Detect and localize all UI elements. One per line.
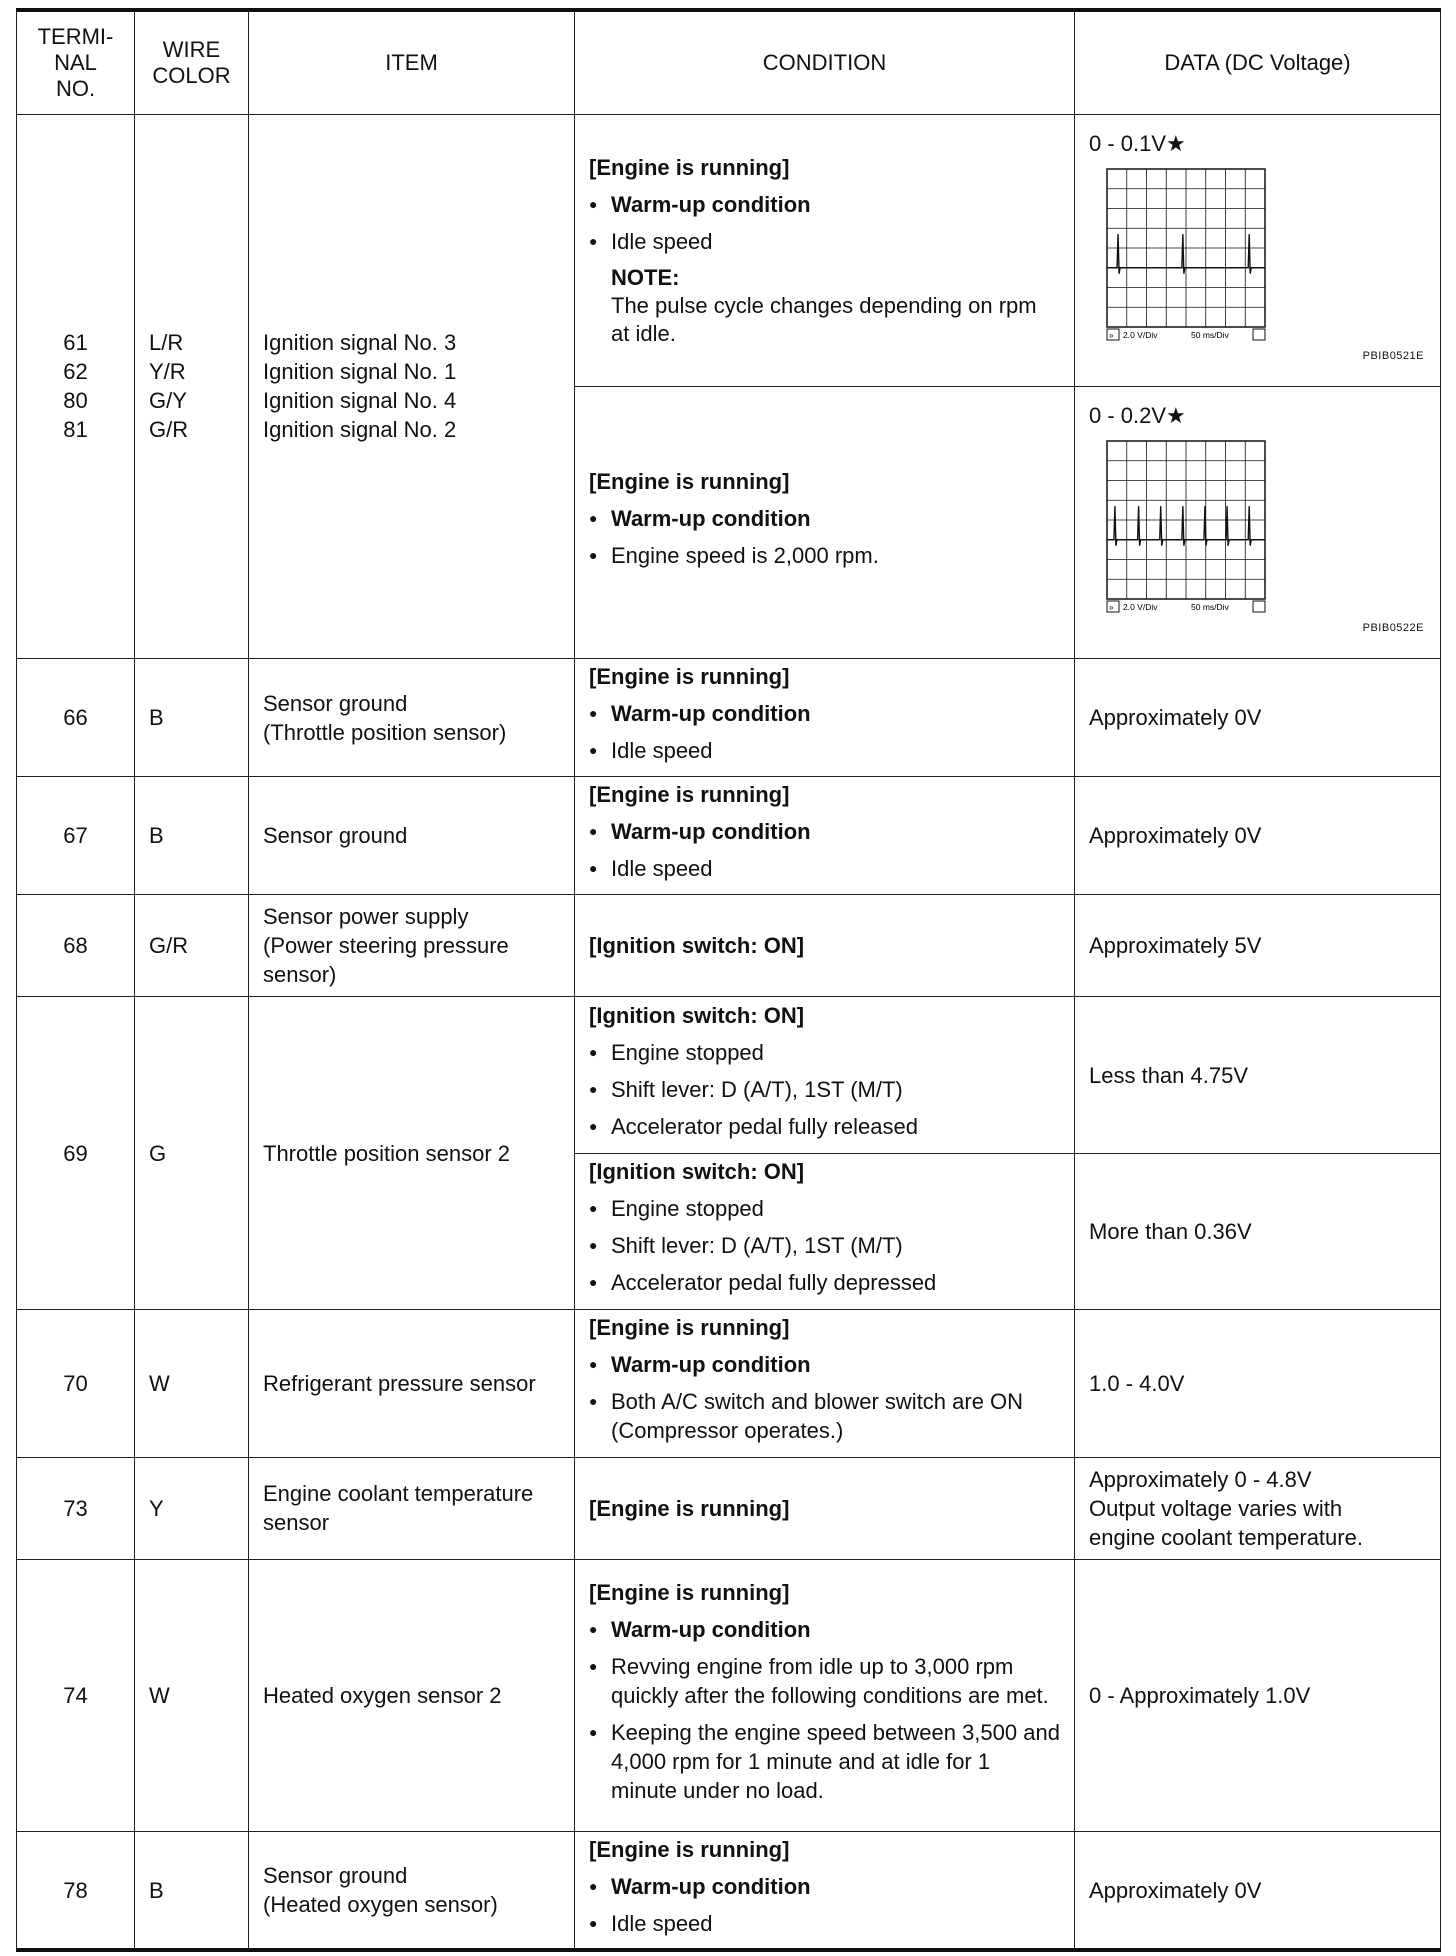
wire-color-cell: W xyxy=(135,1309,249,1457)
condition-heading: [Engine is running] xyxy=(589,782,790,808)
table-row xyxy=(17,1309,1441,1457)
data-cell xyxy=(1075,386,1441,658)
condition-heading: [Engine is running] xyxy=(589,1580,790,1606)
scope-mode-icon: » xyxy=(1109,331,1114,341)
table-row xyxy=(17,659,1441,777)
terminal-cell: 68 xyxy=(17,895,135,997)
condition-cell xyxy=(575,1457,1075,1559)
data-cell: Less than 4.75V xyxy=(1075,997,1441,1153)
figure-code: PBIB0521E xyxy=(1362,350,1424,363)
data-cell: Approximately 5V xyxy=(1075,895,1441,997)
condition-cell xyxy=(575,114,1075,386)
item-cell: Sensor ground (Heated oxygen sensor) xyxy=(249,1832,575,1950)
data-cell xyxy=(1075,114,1441,386)
bullet: ● Both A/C switch and blower switch are ON (Compressor operates.) xyxy=(589,1387,1060,1445)
terminal-cell: 66 xyxy=(17,659,135,777)
bullet: ● Warm-up condition xyxy=(589,504,1060,533)
volt-per-div-label: 2.0 V/Div xyxy=(1123,602,1158,613)
bullet: ● Idle speed xyxy=(589,736,1060,765)
data-cell: Approximately 0 - 4.8V Output voltage varies with engine coolant temperature. xyxy=(1075,1457,1441,1559)
note: NOTE: The pulse cycle changes depending on rpm at idle. xyxy=(611,264,1037,346)
condition-heading: [Engine is running] xyxy=(589,468,790,494)
wire-color-cell: G xyxy=(135,997,249,1309)
bullet: ● Warm-up condition xyxy=(589,1615,1060,1644)
bullet: ● Idle speed xyxy=(589,227,1060,256)
terminal-cell: 74 xyxy=(17,1559,135,1831)
condition-cell xyxy=(575,1309,1075,1457)
item-cell: Sensor ground xyxy=(249,777,575,895)
bullet: ● Warm-up condition xyxy=(589,190,1060,219)
bullet: ● Accelerator pedal fully depressed xyxy=(589,1268,1060,1297)
condition-cell xyxy=(575,895,1075,997)
wire-color-cell: B xyxy=(135,1832,249,1950)
bullet: ● Engine stopped xyxy=(589,1038,1060,1067)
wire-color-cell: G/R xyxy=(135,895,249,997)
data-cell: 1.0 - 4.0V xyxy=(1075,1309,1441,1457)
condition-heading: [Engine is running] xyxy=(589,1315,790,1341)
item-cell: Refrigerant pressure sensor xyxy=(249,1309,575,1457)
table-row xyxy=(17,1832,1441,1950)
condition-heading: [Ignition switch: ON] xyxy=(589,1003,805,1029)
terminal-cell: 69 xyxy=(17,997,135,1309)
condition-heading: [Ignition switch: ON] xyxy=(589,1159,805,1185)
terminal-cell: 61 62 80 81 xyxy=(17,114,135,659)
item-cell: Throttle position sensor 2 xyxy=(249,997,575,1309)
condition-cell xyxy=(575,1559,1075,1831)
data-cell: Approximately 0V xyxy=(1075,1832,1441,1950)
table-row xyxy=(17,114,1441,386)
item-cell: Ignition signal No. 3 Ignition signal No. 1 Ignition signal No. 4 Ignition signal No. 2 xyxy=(249,114,575,659)
bullet: ● Idle speed xyxy=(589,854,1060,883)
bullet: ● Engine stopped xyxy=(589,1194,1060,1223)
data-cell: 0 - Approximately 1.0V xyxy=(1075,1559,1441,1831)
wire-color-cell: Y xyxy=(135,1457,249,1559)
condition-cell xyxy=(575,1832,1075,1950)
condition-cell xyxy=(575,386,1075,658)
waveform-label: 0 - 0.2V★ xyxy=(1089,403,1186,429)
condition-cell xyxy=(575,777,1075,895)
volt-per-div-label: 2.0 V/Div xyxy=(1123,330,1158,341)
time-per-div-label: 50 ms/Div xyxy=(1191,602,1229,613)
header-wire-color: WIRE COLOR xyxy=(135,10,249,114)
bullet: ● Shift lever: D (A/T), 1ST (M/T) xyxy=(589,1231,1060,1260)
wire-color-cell: B xyxy=(135,659,249,777)
scope-mode-icon: » xyxy=(1109,603,1114,613)
table-row xyxy=(17,1457,1441,1559)
condition-heading: [Engine is running] xyxy=(589,664,790,690)
waveform-chart xyxy=(1105,439,1267,619)
bullet: ● Shift lever: D (A/T), 1ST (M/T) xyxy=(589,1075,1060,1104)
bullet: ● Idle speed xyxy=(589,1909,1060,1938)
item-cell: Sensor power supply (Power steering pressure sensor) xyxy=(249,895,575,997)
bullet: ● Accelerator pedal fully released xyxy=(589,1112,1060,1141)
condition-cell xyxy=(575,997,1075,1153)
condition-heading: [Engine is running] xyxy=(589,1495,790,1521)
table-row xyxy=(17,997,1441,1153)
condition-heading: [Ignition switch: ON] xyxy=(589,933,805,959)
data-cell: More than 0.36V xyxy=(1075,1153,1441,1309)
bullet: ● Warm-up condition xyxy=(589,817,1060,846)
terminal-cell: 73 xyxy=(17,1457,135,1559)
bullet: ● Warm-up condition xyxy=(589,1872,1060,1901)
table-row xyxy=(17,1559,1441,1831)
data-cell: Approximately 0V xyxy=(1075,659,1441,777)
condition-cell xyxy=(575,659,1075,777)
data-cell: Approximately 0V xyxy=(1075,777,1441,895)
condition-heading: [Engine is running] xyxy=(589,154,790,180)
scope-end-box xyxy=(1253,601,1265,612)
figure-code: PBIB0522E xyxy=(1362,622,1424,635)
item-cell: Engine coolant temperature sensor xyxy=(249,1457,575,1559)
table-row xyxy=(17,895,1441,997)
scope-end-box xyxy=(1253,329,1265,340)
bullet: ● Engine speed is 2,000 rpm. xyxy=(589,541,1060,570)
waveform-label: 0 - 0.1V★ xyxy=(1089,131,1186,157)
condition-heading: [Engine is running] xyxy=(589,1836,790,1862)
item-cell: Heated oxygen sensor 2 xyxy=(249,1559,575,1831)
header-row xyxy=(17,10,1441,114)
terminal-data-table xyxy=(16,8,1441,1952)
wire-color-cell: L/R Y/R G/Y G/R xyxy=(135,114,249,659)
terminal-cell: 70 xyxy=(17,1309,135,1457)
bullet: ● Keeping the engine speed between 3,500 and 4,000 rpm for 1 minute and at idle for 1 minute under no load. xyxy=(589,1718,1060,1805)
bullet: ● Warm-up condition xyxy=(589,1350,1060,1379)
item-cell: Sensor ground (Throttle position sensor) xyxy=(249,659,575,777)
bullet: ● Warm-up condition xyxy=(589,699,1060,728)
bullet: ● Revving engine from idle up to 3,000 rpm quickly after the following conditions are met. xyxy=(589,1652,1060,1710)
wire-color-cell: W xyxy=(135,1559,249,1831)
time-per-div-label: 50 ms/Div xyxy=(1191,330,1229,341)
header-condition: CONDITION xyxy=(575,10,1075,114)
condition-cell xyxy=(575,1153,1075,1309)
header-data: DATA (DC Voltage) xyxy=(1075,10,1441,114)
header-terminal: TERMI- NAL NO. xyxy=(17,10,135,114)
waveform-chart xyxy=(1105,167,1267,347)
wire-color-cell: B xyxy=(135,777,249,895)
terminal-cell: 67 xyxy=(17,777,135,895)
table-row xyxy=(17,777,1441,895)
header-item: ITEM xyxy=(249,10,575,114)
terminal-cell: 78 xyxy=(17,1832,135,1950)
